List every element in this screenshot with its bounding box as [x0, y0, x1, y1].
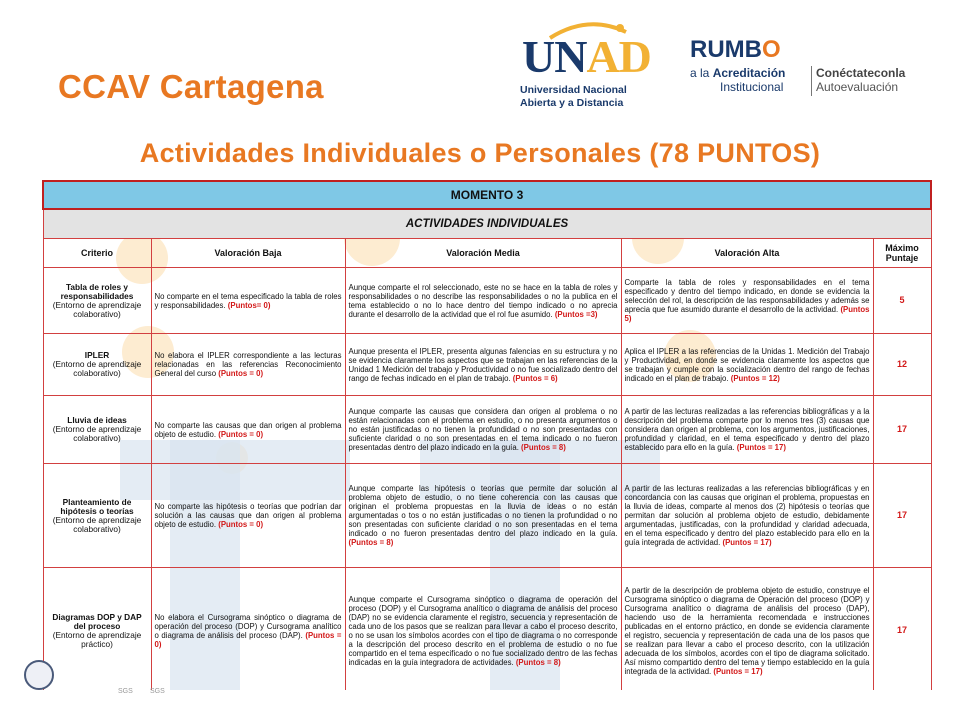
unad-logo — [518, 20, 651, 112]
medium-cell: Aunque comparte las hipótesis o teorías que permite dar solución al problema objeto de estudio, o no tiene coherencia con las causas que originan el problema propuestas en la lluvia de ideas o no están argumentadas o tos o no están justificadas o no tienen la profundidad o no son presentadas con suficiente claridad o no son presentadas en el tema indicado o no fueron presentadas dentro del plazo indicado en la guía. (Puntos = 8) — [345, 464, 621, 568]
bottom-strip — [0, 690, 960, 720]
rumbo-separator — [811, 66, 812, 96]
header-alta: Valoración Alta — [621, 239, 873, 268]
rumbo-right-line1: Conéctateconla — [816, 66, 906, 80]
low-cell: No elabora el IPLER correspondiente a las lecturas relacionadas en las referencias Reconocimiento General del curso (Puntos = 0) — [151, 334, 345, 396]
max-score-cell: 5 — [873, 268, 931, 334]
header-row — [43, 239, 931, 268]
medium-cell: Aunque comparte las causas que considera dan origen al problema o no están relacionadas con el problema en estudio, o no presenta argumentos o no están justificadas o no tienen la profundidad o no son presentadas con suficiente claridad o no son presentadas en el tema indicado o no fueron presentadas dentro del plazo indicado en la guía. (Puntos = 8) — [345, 396, 621, 464]
header-media: Valoración Media — [345, 239, 621, 268]
moment-row — [43, 181, 931, 209]
low-cell: No comparte en el tema especificado la tabla de roles y responsabilidades. (Puntos= 0) — [151, 268, 345, 334]
unad-line2: Abierta y a Distancia — [520, 97, 624, 109]
table-row — [43, 396, 931, 464]
rumbo-line1: a la Acreditación — [690, 66, 786, 80]
unad-line1: Universidad Nacional — [520, 84, 627, 96]
criterion-cell: IPLER (Entorno de aprendizaje colaborativo) — [43, 334, 151, 396]
criterion-cell: Diagramas DOP y DAP del proceso (Entorno de aprendizaje práctico) — [43, 568, 151, 694]
table-row — [43, 334, 931, 396]
table-row — [43, 464, 931, 568]
header-criterio: Criterio — [43, 239, 151, 268]
seal-icon — [24, 660, 54, 690]
sgs-mark: SGS — [150, 688, 165, 695]
rumbo-wordmark: RUMBO — [690, 36, 781, 63]
medium-cell: Aunque comparte el rol seleccionado, este no se hace en la tabla de roles y responsabilidades o no describe las responsabilidades o no la publica en el tema establecido o no lo hace dentro del tiempo indicado o no aprecia durante el desarrollo de la actividad que el rol fue asumido. (Puntos =3) — [345, 268, 621, 334]
section-row — [43, 209, 931, 239]
medium-cell: Aunque comparte el Cursograma sinóptico o diagrama de operación del proceso (DOP) y el Cursograma analítico o diagrama de análisis del proceso (DAP) no se evidencia claramente el registro, secuencia y representación de cada uno de los pasos que se realizan para llevar a cabo el proceso descrito, o no se usan los símbolos acordes con el tipo de diagrama o no corresponde a la descripción del proceso descrito en el problema de estudio o no fue compartido en el tema especificado o no fue socializado dentro de las fechas indicadas en la guía integradora de actividades. (Puntos = 8) — [345, 568, 621, 694]
table-row — [43, 568, 931, 694]
page-subtitle: Actividades Individuales o Personales (78 PUNTOS) — [139, 138, 821, 168]
page-title: CCAV Cartagena — [58, 68, 324, 105]
high-cell: A partir de las lecturas realizadas a las referencias bibliográficas y en concordancia con las causas que originan el problema, propuestas en la lluvia de ideas, comparte al menos dos (2) hipótesis o teorías que permitan dar solución al problema objeto de estudio, debidamente argumentadas, justificadas, con la profundidad y claridad adecuada, en el tema especificado y dentro del plazo establecido para ello en la guía integrada de actividad. (Puntos = 17) — [621, 464, 873, 568]
medium-cell: Aunque presenta el IPLER, presenta algunas falencias en su estructura y no se evidencia claramente los aspectos que se trabajan en las referencias de la Unidad 1 Medición del trabajo y Productividad o no fue socializado dentro del rango de fechas indicado en el plan de trabajo. (Puntos = 6) — [345, 334, 621, 396]
max-score-cell: 17 — [873, 464, 931, 568]
max-score-cell: 17 — [873, 568, 931, 694]
rumbo-line2: Institucional — [720, 80, 784, 94]
low-cell: No elabora el Cursograma sinóptico o diagrama de operación del proceso (DOP) y Cursograma analítico o diagrama de análisis del proceso (DAP). (Puntos = 0) — [151, 568, 345, 694]
criterion-cell: Lluvia de ideas (Entorno de aprendizaje colaborativo) — [43, 396, 151, 464]
criterion-cell: Planteamiento de hipótesis o teorías (Entorno de aprendizaje colaborativo) — [43, 464, 151, 568]
criterion-cell: Tabla de roles y responsabilidades (Entorno de aprendizaje colaborativo) — [43, 268, 151, 334]
table-row — [43, 268, 931, 334]
moment-label: MOMENTO 3 — [43, 181, 931, 209]
low-cell: No comparte las causas que dan origen al problema objeto de estudio. (Puntos = 0) — [151, 396, 345, 464]
rumbo-right-line2: Autoevaluación — [816, 80, 899, 94]
sgs-mark: SGS — [118, 688, 133, 695]
high-cell: A partir de las lecturas realizadas a las referencias bibliográficas y a la descripción del problema comparte por lo menos tres (3) causas que considera dan origen al problema, con los argumentos, justificaciones, profundidad y claridad, en el tema especificado y dentro del plazo establecido para ello en la guía. (Puntos = 17) — [621, 396, 873, 464]
high-cell: Aplica el IPLER a las referencias de la Unidas 1. Medición del Trabajo y Productividad, en donde se evidencia claramente los aspectos que se trabajan y cumple con la socialización dentro del rango de fechas indicado en el plan de trabajo. (Puntos = 12) — [621, 334, 873, 396]
max-score-cell: 12 — [873, 334, 931, 396]
high-cell: Comparte la tabla de roles y responsabilidades en el tema especificado y dentro del tiempo indicado, en donde se evidencia la selección del rol, la descripción de las responsabilidades y además se aprecia que fue asumido durante el desarrollo de la actividad. (Puntos 5) — [621, 268, 873, 334]
header-max: Máximo Puntaje — [873, 239, 931, 268]
low-cell: No comparte las hipótesis o teorías que podrían dar solución a las causas que dan origen al problema objeto de estudio. (Puntos = 0) — [151, 464, 345, 568]
rumbo-logo — [690, 36, 935, 98]
unad-wordmark: UNAD — [522, 31, 651, 82]
high-cell: A partir de la descripción de problema objeto de estudio, construye el Cursograma sinóptico o diagrama de Operación del proceso (DOP) y Cursograma analítico o diagrama de análisis del proceso (DAP), haciendo uso de la herramienta recomendada e instrucciones publicadas en el entorno práctico, en donde se evidencia claramente el registro, secuencia y representación de cada una de los pasos que se realizan para llevar a cabo el proceso descrito, con la utilización adecuada de los símbolos, acordes con el tipo de diagrama solicitado. Así mismo compartido dentro del tema y tiempo establecido en la guía integrada de la actividad. (Puntos = 17) — [621, 568, 873, 694]
section-label: ACTIVIDADES INDIVIDUALES — [43, 209, 931, 239]
header-baja: Valoración Baja — [151, 239, 345, 268]
rubric-table — [42, 180, 932, 694]
max-score-cell: 17 — [873, 396, 931, 464]
